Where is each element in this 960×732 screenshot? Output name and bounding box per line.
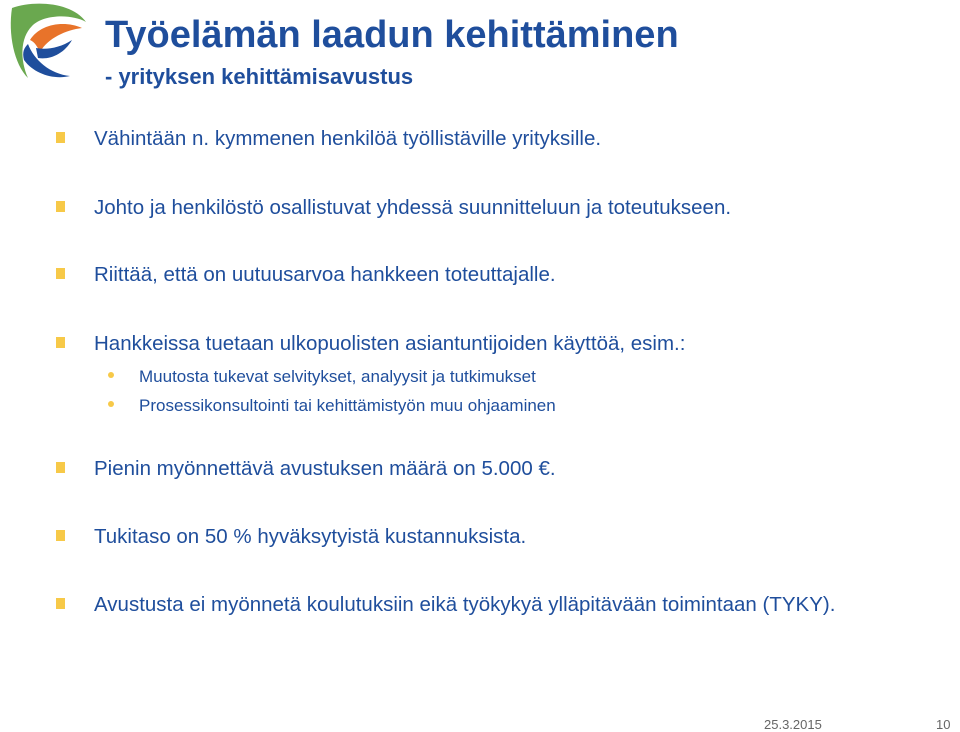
bullet-text: Tukitaso on 50 % hyväksytyistä kustannuksista. xyxy=(94,525,527,548)
bullet-text: Pienin myönnettävä avustuksen määrä on 5.000 €. xyxy=(94,457,556,480)
bullet-text: Avustusta ei myönnetä koulutuksiin eikä työkykyä ylläpitävään toimintaan (TYKY). xyxy=(94,593,836,616)
square-bullet-icon xyxy=(56,598,65,609)
square-bullet-icon xyxy=(56,530,65,541)
bullet-text: Hankkeissa tuetaan ulkopuolisten asiantuntijoiden käyttöä, esim.: xyxy=(94,332,686,355)
square-bullet-icon xyxy=(56,462,65,473)
footer-date: 25.3.2015 xyxy=(764,717,822,732)
slide-title: Työelämän laadun kehittäminen xyxy=(105,14,679,56)
page-number: 10 xyxy=(936,717,951,732)
round-bullet-icon xyxy=(108,401,114,407)
slide-subtitle: - yrityksen kehittämisavustus xyxy=(105,64,414,89)
bullet-text: Riittää, että on uutuusarvoa hankkeen toteuttajalle. xyxy=(94,263,556,286)
square-bullet-icon xyxy=(56,337,65,348)
leaf-logo-icon xyxy=(6,0,88,82)
bullet-text: Johto ja henkilöstö osallistuvat yhdessä suunnitteluun ja toteutukseen. xyxy=(94,196,732,219)
sub-bullet-text: Prosessikonsultointi tai kehittämistyön muu ohjaaminen xyxy=(139,396,556,415)
sub-bullet-text: Muutosta tukevat selvitykset, analyysit ja tutkimukset xyxy=(139,367,536,386)
square-bullet-icon xyxy=(56,201,65,212)
square-bullet-icon xyxy=(56,268,65,279)
bullet-text: Vähintään n. kymmenen henkilöä työllistäville yrityksille. xyxy=(94,127,602,150)
round-bullet-icon xyxy=(108,372,114,378)
square-bullet-icon xyxy=(56,132,65,143)
